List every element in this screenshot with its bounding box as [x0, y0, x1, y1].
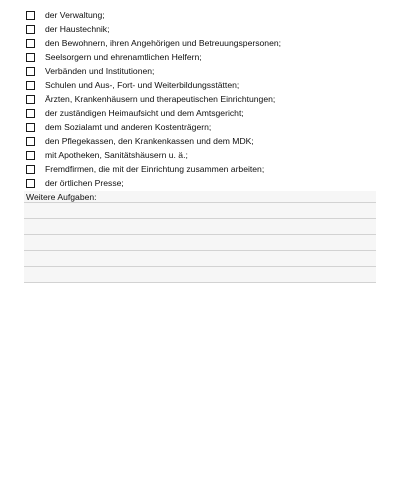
writing-line	[24, 218, 376, 219]
list-item[interactable]	[26, 162, 386, 176]
checkbox[interactable]	[26, 39, 35, 48]
writing-line	[24, 250, 376, 251]
list-item-label: Verbänden und Institutionen;	[45, 66, 155, 76]
list-item[interactable]	[26, 8, 386, 22]
list-item-label: Schulen und Aus-, Fort- und Weiterbildungsstätten;	[45, 80, 240, 90]
list-item-label: Ärzten, Krankenhäusern und therapeutischen Einrichtungen;	[45, 94, 276, 104]
list-item-label: den Pflegekassen, den Krankenkassen und dem MDK;	[45, 136, 254, 146]
list-item[interactable]	[26, 78, 386, 92]
list-item-label: dem Sozialamt und anderen Kostenträgern;	[45, 122, 212, 132]
checkbox[interactable]	[26, 25, 35, 34]
checkbox[interactable]	[26, 109, 35, 118]
list-item[interactable]	[26, 50, 386, 64]
list-item-label: den Bewohnern, ihren Angehörigen und Betreuungspersonen;	[45, 38, 282, 48]
list-item[interactable]	[26, 106, 386, 120]
checkbox[interactable]	[26, 53, 35, 62]
writing-line	[24, 282, 376, 283]
list-item[interactable]	[26, 36, 386, 50]
list-item-label: der Haustechnik;	[45, 24, 110, 34]
list-item-label: Fremdfirmen, die mit der Einrichtung zusammen arbeiten;	[45, 164, 265, 174]
writing-line	[24, 202, 376, 203]
list-item[interactable]	[26, 22, 386, 36]
checkbox[interactable]	[26, 123, 35, 132]
list-item[interactable]	[26, 134, 386, 148]
checkbox[interactable]	[26, 179, 35, 188]
list-item-label: der Verwaltung;	[45, 10, 105, 20]
list-item-label: Seelsorgern und ehrenamtlichen Helfern;	[45, 52, 202, 62]
checkbox[interactable]	[26, 11, 35, 20]
list-item-label: der örtlichen Presse;	[45, 178, 124, 188]
list-item-label: der zuständigen Heimaufsicht und dem Amtsgericht;	[45, 108, 244, 118]
checkbox[interactable]	[26, 95, 35, 104]
list-item[interactable]	[26, 92, 386, 106]
checkbox[interactable]	[26, 81, 35, 90]
checkbox[interactable]	[26, 165, 35, 174]
list-item[interactable]	[26, 148, 386, 162]
list-item-label: mit Apotheken, Sanitätshäusern u. ä.;	[45, 150, 188, 160]
list-item[interactable]	[26, 176, 386, 190]
writing-line	[24, 266, 376, 267]
list-item[interactable]	[26, 120, 386, 134]
checkbox[interactable]	[26, 137, 35, 146]
further-tasks-area[interactable]	[24, 191, 376, 283]
further-tasks-label: Weitere Aufgaben:	[26, 192, 97, 202]
list-item[interactable]	[26, 64, 386, 78]
checkbox[interactable]	[26, 67, 35, 76]
writing-line	[24, 234, 376, 235]
checkbox[interactable]	[26, 151, 35, 160]
checklist	[26, 8, 386, 190]
